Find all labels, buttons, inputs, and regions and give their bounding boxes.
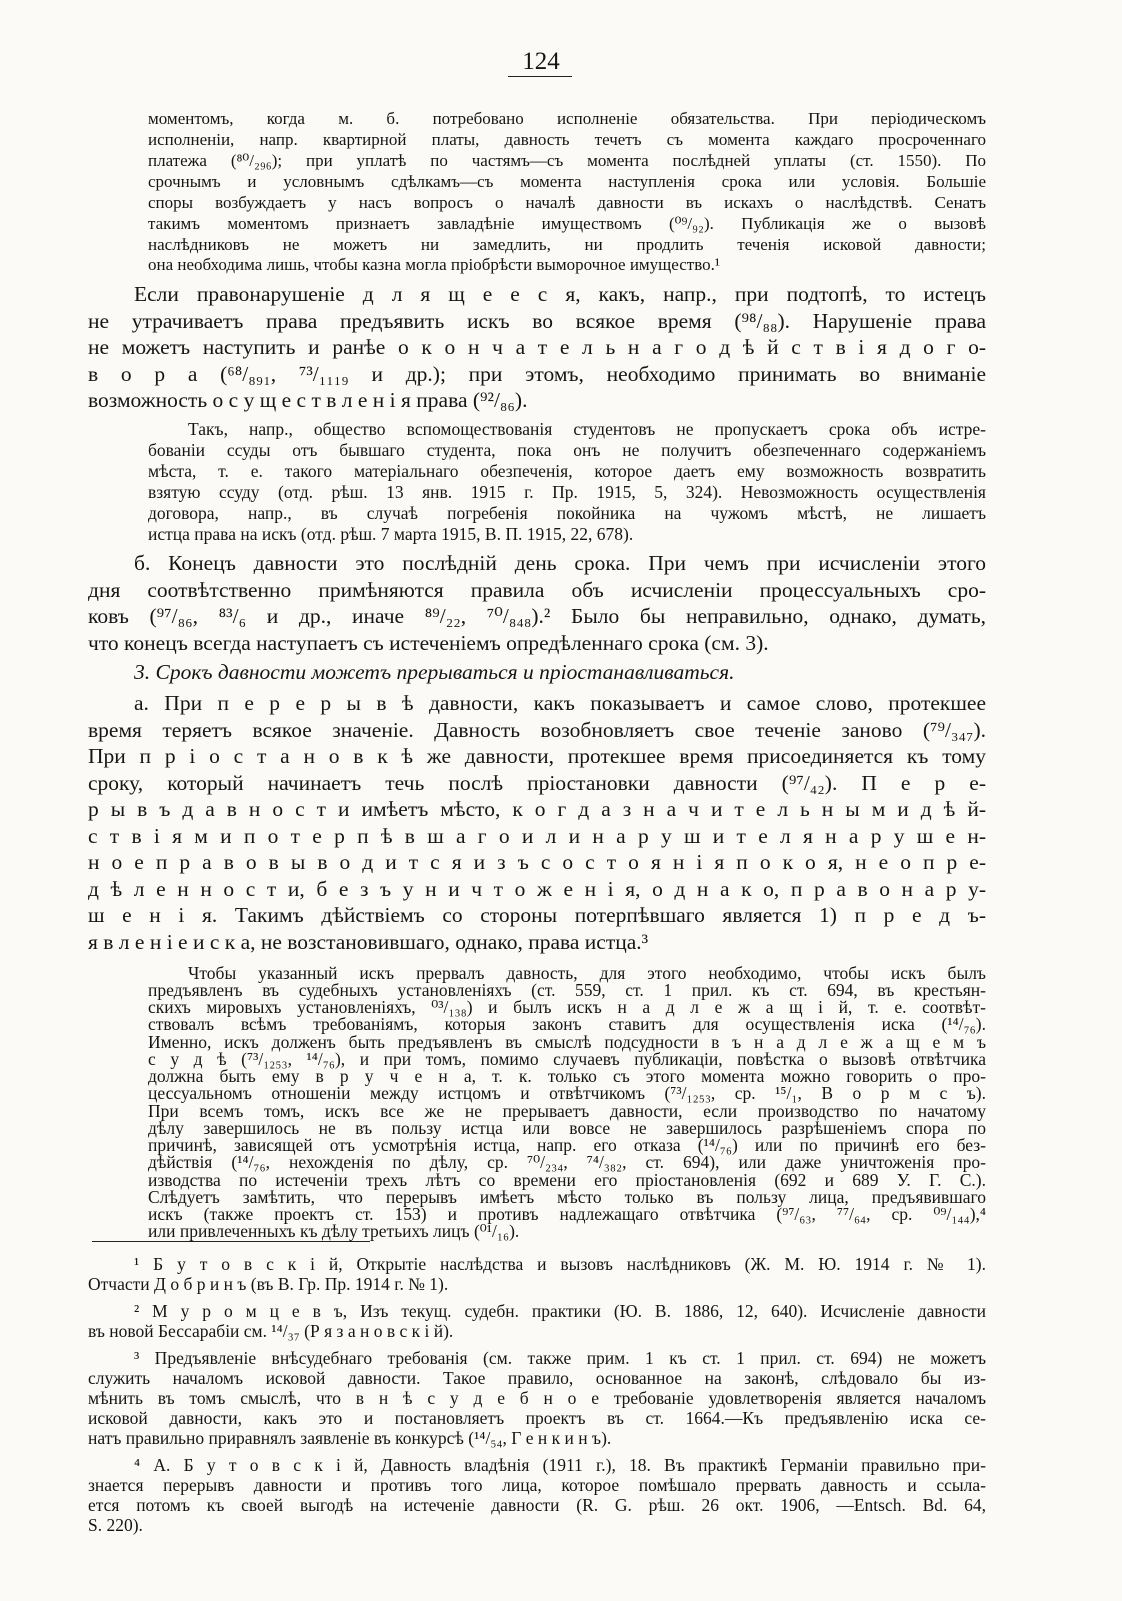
text-line: что конецъ всегда наступаетъ съ истеченіемъ опредѣленнаго срока (см. 3). [88, 631, 769, 655]
footnote-3: натъ правильно приравнялъ заявленіе въ конкурсѣ (¹⁴/₅₄, Г е н к и н ъ). [88, 1428, 612, 1448]
text-line: Слѣдуетъ замѣтить, что перерывъ имѣетъ мѣсто только въ пользу лица, предъявившаго [148, 1187, 986, 1207]
text-line: договора, напр., въ случаѣ погребенія покойника на чужомъ мѣстѣ, не лишаетъ [148, 503, 986, 523]
text-line: время теряетъ всякое значеніе. Давность возобновляетъ свое теченіе заново (⁷⁹/₃₄₇). [88, 718, 986, 742]
footnote-divider [92, 1241, 370, 1242]
footnote-4: ⁴ А. Б у т о в с к і й, Давность владѣнія (1911 г.), 18. Въ практикѣ Германіи правильно при- [134, 1455, 986, 1475]
text-line: предъявленъ въ судебныхъ установленіяхъ (ст. 559, ст. 1 прил. къ ст. 694, въ крестьян- [148, 980, 986, 1000]
text-line: срочнымъ и условнымъ сдѣлкамъ—съ момента наступленія срока или условія. Большіе [148, 172, 986, 191]
text-line: моментомъ, когда м. б. потребовано исполненіе обязательства. При періодическомъ [148, 109, 986, 128]
text-line: б. Конецъ давности это послѣдній день срока. При чемъ при исчисленіи этого [134, 551, 986, 575]
text-line: цессуальномъ отношеніи между истцомъ и отвѣтчикомъ (⁷³/₁₂₅₃, ср. ¹⁵/₁, В о р м с ъ). [148, 1083, 986, 1103]
section-heading: 3. Срокъ давности можетъ прерываться и пріостанавливаться. [134, 660, 735, 684]
footnote-4: знается перерывъ давности и противъ того лица, которое помѣшало прервать давность и ссыла- [88, 1475, 986, 1495]
text-line: с т в і я м и п о т е р п ѣ в ш а г о и л и н а р у ш и т е л я н а р у ш е н- [88, 824, 986, 848]
footnote-2: въ новой Бессарабіи см. ¹⁴/₃₇ (Р я з а н о в с к і й). [88, 1321, 454, 1341]
text-line: причинѣ, зависящей отъ усмотрѣнія истца, напр. его отказа (¹⁴/₇₆) или по причинѣ его без- [148, 1135, 986, 1155]
text-line: споры возбуждаетъ у насъ вопросъ о началѣ давности въ искахъ о наслѣдствѣ. Сенатъ [148, 193, 986, 212]
page-number: 124 [522, 48, 560, 75]
text-line: мѣста, т. е. такого матеріальнаго обезпеченія, которое даетъ ему возможность возвратить [148, 461, 986, 481]
footnote-1: ¹ Б у т о в с к і й, Открытіе наслѣдства и вызовъ наслѣдниковъ (Ж. М. Ю. 1914 г. № 1). [134, 1254, 986, 1274]
text-line: сроку, который начинаетъ течь послѣ пріостановки давности (⁹⁷/₄₂). П е р е- [88, 771, 986, 795]
text-line: Такъ, напр., общество вспомоществованія студентовъ не пропускаетъ срока объ истре- [188, 419, 986, 439]
text-line: я в л е н і е и с к а, не возстановившаго, однако, права истца.³ [88, 930, 649, 954]
text-line: При п р і о с т а н о в к ѣ же давности, протекшее время присоединяется къ тому [88, 744, 986, 768]
text-line: изводства по истеченіи трехъ лѣтъ со времени его пріостановленія (692 и 689 У. Г. С.). [148, 1170, 986, 1190]
text-line: бованіи ссуды отъ бывшаго студента, пока онъ не получитъ обезпеченнаго содержаніемъ [148, 440, 986, 460]
text-line: При всемъ томъ, искъ все же не прерываетъ давности, если производство по начатому [148, 1101, 986, 1121]
text-line: Если правонарушеніе д л я щ е е с я, какъ, напр., при подтопѣ, то истецъ [134, 282, 986, 306]
text-line: должна быть ему в р у ч е н а, т. к. только съ этого момента можно говорить о про- [148, 1066, 986, 1086]
text-line: наслѣдниковъ не можетъ ни замедлить, ни продлить теченія исковой давности; [148, 235, 986, 254]
text-line: с у д ѣ (⁷³/₁₂₅₃, ¹⁴/₇₆), и при томъ, помимо случаевъ публикаціи, повѣстка о вызовѣ отвѣтчика [148, 1049, 986, 1069]
text-line: ковъ (⁹⁷/₈₆, ⁸³/₆ и др., иначе ⁸⁹/₂₂, ⁷⁰/₈₄₈).² Было бы неправильно, однако, думать, [88, 604, 986, 628]
text-line: искъ (также проектъ ст. 153) и противъ надлежащаго отвѣтчика (⁹⁷/₆₃, ⁷⁷/₆₄, ср. ⁰⁹/₁₄₄),⁴ [148, 1204, 986, 1224]
text-line: а. При п е р е р ы в ѣ давности, какъ показываетъ и самое слово, протекшее [134, 691, 986, 715]
text-line: д ѣ л е н н о с т и, б е з ъ у н и ч т о ж е н і я, о д н а к о, п р а в о н а р у- [88, 877, 986, 901]
text-line: дѣйствія (¹⁴/₇₆, нехожденія по дѣлу, ср. ⁷⁰/₂₃₄, ⁷⁴/₃₈₂, ст. 694), или даже уничтоженія про- [148, 1152, 986, 1172]
text-line: дня соотвѣтственно примѣняются правила объ исчисленіи процессуальныхъ сро- [88, 578, 986, 602]
text-line: скихъ мировыхъ установленіяхъ, ⁰³/₁₃₈) и былъ искъ н а д л е ж а щ і й, т. е. соотвѣт- [148, 997, 986, 1017]
text-line: взятую ссуду (отд. рѣш. 13 янв. 1915 г. Пр. 1915, 5, 324). Невозможность осуществленія [148, 482, 986, 502]
footnote-3: исковой давности, какъ это и постановляетъ проектъ въ ст. 1664.—Къ предъявленію иска се- [88, 1408, 986, 1428]
footnote-4: S. 220). [88, 1515, 143, 1535]
text-line: Именно, искъ долженъ быть предъявленъ въ смыслѣ подсудности в ъ н а д л е ж а щ е м ъ [148, 1032, 986, 1052]
page-number-underline [508, 76, 572, 77]
footnote-2: ² М у р о м ц е в ъ, Изъ текущ. судебн. практики (Ю. В. 1886, 12, 640). Исчисленіе давности [134, 1301, 986, 1321]
footnote-3: служить началомъ исковой давности. Такое правило, основанное на законѣ, слѣдовало бы из- [88, 1368, 986, 1388]
text-line: ш е н і я. Такимъ дѣйствіемъ со стороны потерпѣвшаго является 1) п р е д ъ- [88, 903, 986, 927]
text-line: платежа (⁸⁰/₂₉₆); при уплатѣ по частямъ—съ момента послѣдней уплаты (ст. 1550). По [148, 151, 986, 170]
text-line: истца права на искъ (отд. рѣш. 7 марта 1915, В. П. 1915, 22, 678). [148, 524, 634, 544]
text-line: исполненіи, напр. квартирной платы, давность течетъ съ момента каждаго просроченнаго [148, 130, 986, 149]
text-line: такимъ моментомъ признаетъ завладѣніе имуществомъ (⁰⁹/₉₂). Публикація же о вызовѣ [148, 214, 986, 233]
text-line: не утрачиваетъ права предъявить искъ во всякое время (⁹⁸/₈₈). Нарушеніе права [88, 309, 986, 333]
text-line: она необходима лишь, чтобы казна могла пріобрѣсти выморочное имущество.¹ [148, 255, 720, 274]
text-line: Чтобы указанный искъ прервалъ давность, для этого необходимо, чтобы искъ былъ [188, 963, 986, 983]
text-line: возможность о с у щ е с т в л е н і я права (⁹²/₈₆). [88, 388, 528, 412]
text-line: р ы в ъ д а в н о с т и имѣетъ мѣсто, к о г д а з н а ч и т е л ь н ы м и д ѣ й- [88, 797, 986, 821]
text-line: не можетъ наступить и ранѣе о к о н ч а т е л ь н а г о д ѣ й с т в і я д о г о- [88, 335, 986, 359]
text-line: в о р а (⁶⁸/₈₉₁, ⁷³/₁₁₁₉ и др.); при этомъ, необходимо принимать во вниманіе [88, 362, 986, 386]
footnote-1: Отчасти Д о б р и н ъ (въ В. Гр. Пр. 1914 г. № 1). [88, 1274, 449, 1294]
text-line: ствовалъ всѣмъ требованіямъ, которыя законъ ставитъ для осуществленія иска (¹⁴/₇₆). [148, 1014, 986, 1034]
footnote-3: ³ Предъявленіе внѣсудебнаго требованія (см. также прим. 1 къ ст. 1 прил. ст. 694) не можетъ [134, 1348, 986, 1368]
text-line: или привлеченныхъ къ дѣлу третьихъ лицъ (⁰¹/₁₆). [148, 1221, 520, 1241]
footnote-4: ется потомъ къ своей выгодѣ на истеченіе давности (R. G. рѣш. 26 окт. 1906, —Entsch. Bd. 64, [88, 1495, 986, 1515]
footnote-3: мѣнить въ томъ смыслѣ, что в н ѣ с у д е б н о е требованіе удовлетворенія является началомъ [88, 1388, 986, 1408]
text-line: н о е п р а в о в ы в о д и т с я и з ъ с о с т о я н і я п о к о я, н е о п р е- [88, 850, 986, 874]
text-line: дѣлу завершилось не въ пользу истца или вовсе не завершилось разрѣшеніемъ спора по [148, 1118, 986, 1138]
